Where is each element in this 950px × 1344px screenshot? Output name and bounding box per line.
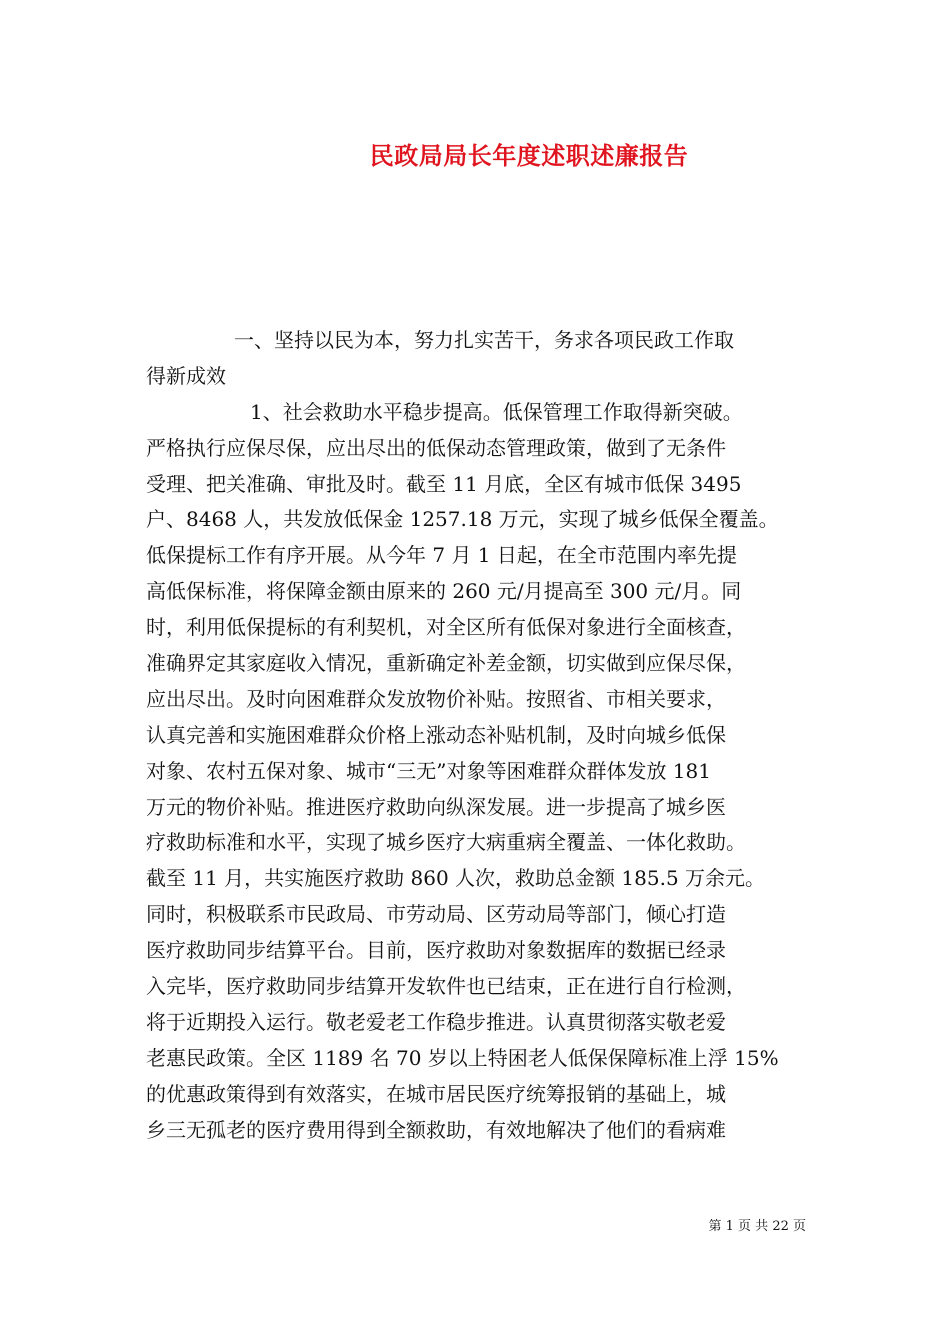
- text-line: 严格执行应保尽保，应出尽出的低保动态管理政策，做到了无条件: [146, 435, 726, 460]
- text-line: 得新成效: [146, 363, 226, 388]
- text-line: 低保提标工作有序开展。从今年 7 月 1 日起，在全市范围内率先提: [146, 543, 737, 568]
- text-line: 户、8468 人，共发放低保金 1257.18 万元，实现了城乡低保全覆盖。: [146, 507, 779, 532]
- text-line: 对象、农村五保对象、城市“三无”对象等困难群众群体发放 181: [146, 758, 711, 783]
- text-line: 1、社会救助水平稳步提高。低保管理工作取得新突破。: [250, 399, 743, 424]
- text-line: 同时，积极联系市民政局、市劳动局、区劳动局等部门，倾心打造: [146, 902, 726, 927]
- text-line: 医疗救助同步结算平台。目前，医疗救助对象数据库的数据已经录: [146, 938, 726, 963]
- text-line: 将于近期投入运行。敬老爱老工作稳步推进。认真贯彻落实敬老爱: [146, 1009, 726, 1034]
- text-line: 万元的物价补贴。推进医疗救助向纵深发展。进一步提高了城乡医: [146, 794, 726, 819]
- document-title: 民政局局长年度述职述廉报告: [369, 141, 689, 170]
- text-line: 高低保标准，将保障金额由原来的 260 元/月提高至 300 元/月。同: [146, 579, 742, 604]
- text-line: 入完毕，医疗救助同步结算开发软件也已结束，正在进行自行检测，: [146, 974, 746, 999]
- text-line: 的优惠政策得到有效落实，在城市居民医疗统筹报销的基础上，城: [146, 1081, 726, 1106]
- document-body: [146, 323, 816, 1148]
- text-line: 截至 11 月，共实施医疗救助 860 人次，救助总金额 185.5 万余元。: [146, 866, 766, 891]
- text-line: 乡三无孤老的医疗费用得到全额救助，有效地解决了他们的看病难: [146, 1117, 726, 1142]
- text-line: 疗救助标准和水平，实现了城乡医疗大病重病全覆盖、一体化救助。: [146, 830, 746, 855]
- text-line: 一、坚持以民为本，努力扎实苦干，务求各项民政工作取: [234, 328, 734, 352]
- page-number: 第 1 页 共 22 页: [708, 1219, 806, 1234]
- text-line: 时，利用低保提标的有利契机，对全区所有低保对象进行全面核查，: [146, 615, 746, 640]
- text-line: 受理、把关准确、审批及时。截至 11 月底，全区有城市低保 3495: [146, 471, 742, 496]
- text-line: 认真完善和实施困难群众价格上涨动态补贴机制，及时向城乡低保: [146, 722, 726, 747]
- text-line: 准确界定其家庭收入情况，重新确定补差金额，切实做到应保尽保，: [146, 651, 746, 676]
- text-line: 应出尽出。及时向困难群众发放物价补贴。按照省、市相关要求，: [146, 686, 726, 711]
- text-line: 老惠民政策。全区 1189 名 70 岁以上特困老人低保保障标准上浮 15%: [146, 1045, 779, 1070]
